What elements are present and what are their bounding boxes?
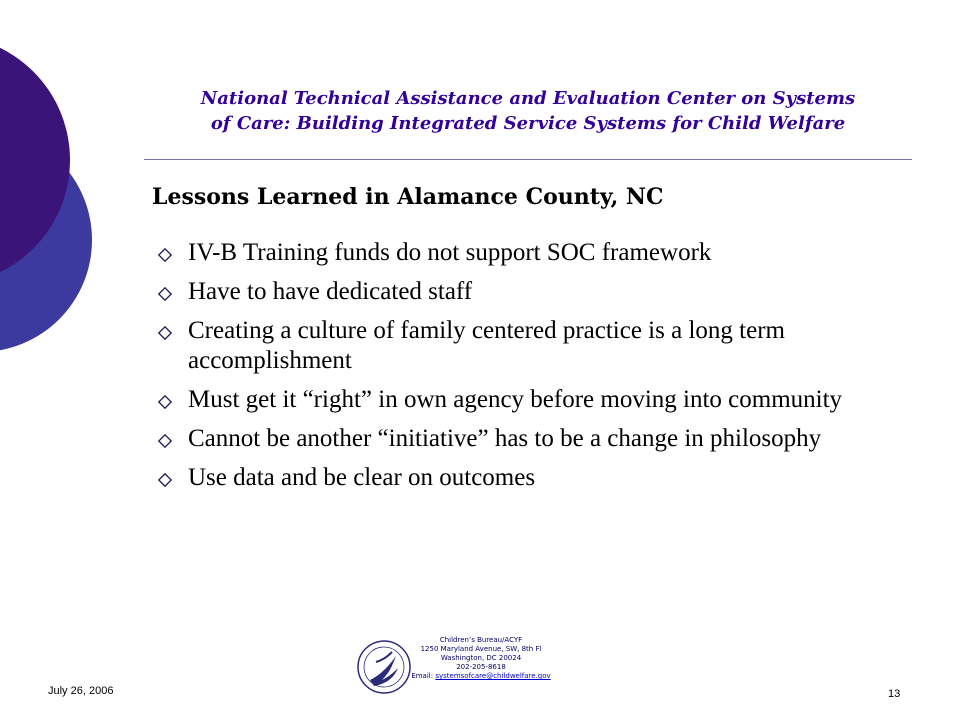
contact-phone: 202-205-8618 <box>456 663 506 671</box>
bullet-item <box>152 385 912 415</box>
bullet-list <box>152 238 912 502</box>
page-number: 13 <box>888 688 901 700</box>
bullet-text: Creating a culture of family centered practice is a long term accomplishment <box>188 317 785 374</box>
footer-date: July 26, 2006 <box>48 685 114 697</box>
bullet-item <box>152 277 912 307</box>
decorative-circles <box>0 0 100 380</box>
diamond-bullet-icon <box>158 434 172 448</box>
bullet-item <box>152 316 912 376</box>
bullet-text: Have to have dedicated staff <box>188 278 473 305</box>
bullet-item <box>152 238 912 268</box>
bullet-text: IV-B Training funds do not support SOC framework <box>188 239 712 266</box>
header-line-2: of Care: Building Integrated Service Systems for Child Welfare <box>210 113 846 134</box>
bullet-text: Use data and be clear on outcomes <box>188 464 536 491</box>
header-line-1: National Technical Assistance and Evaluation Center on Systems <box>200 88 856 109</box>
diamond-bullet-icon <box>158 473 172 487</box>
diamond-bullet-icon <box>158 287 172 301</box>
slide-title: Lessons Learned in Alamance County, NC <box>152 184 664 210</box>
header-divider <box>144 159 912 160</box>
contact-email-line <box>396 672 566 681</box>
bullet-text: Cannot be another “initiative” has to be a change in philosophy <box>188 425 822 452</box>
diamond-bullet-icon <box>158 395 172 409</box>
slide-header <box>148 86 908 136</box>
contact-address-1: 1250 Maryland Avenue, SW, 8th Fl <box>420 645 542 653</box>
diamond-bullet-icon <box>158 248 172 262</box>
footer-contact <box>396 636 566 681</box>
diamond-bullet-icon <box>158 326 172 340</box>
bullet-text: Must get it “right” in own agency before moving into community <box>188 386 843 413</box>
contact-email-label: Email: <box>411 672 434 680</box>
contact-address-2: Washington, DC 20024 <box>440 654 522 662</box>
contact-org: Children’s Bureau/ACYF <box>439 636 523 644</box>
bullet-item <box>152 424 912 454</box>
contact-email-link[interactable]: systemsofcare@childwelfare.gov <box>435 672 551 680</box>
bullet-item <box>152 463 912 493</box>
